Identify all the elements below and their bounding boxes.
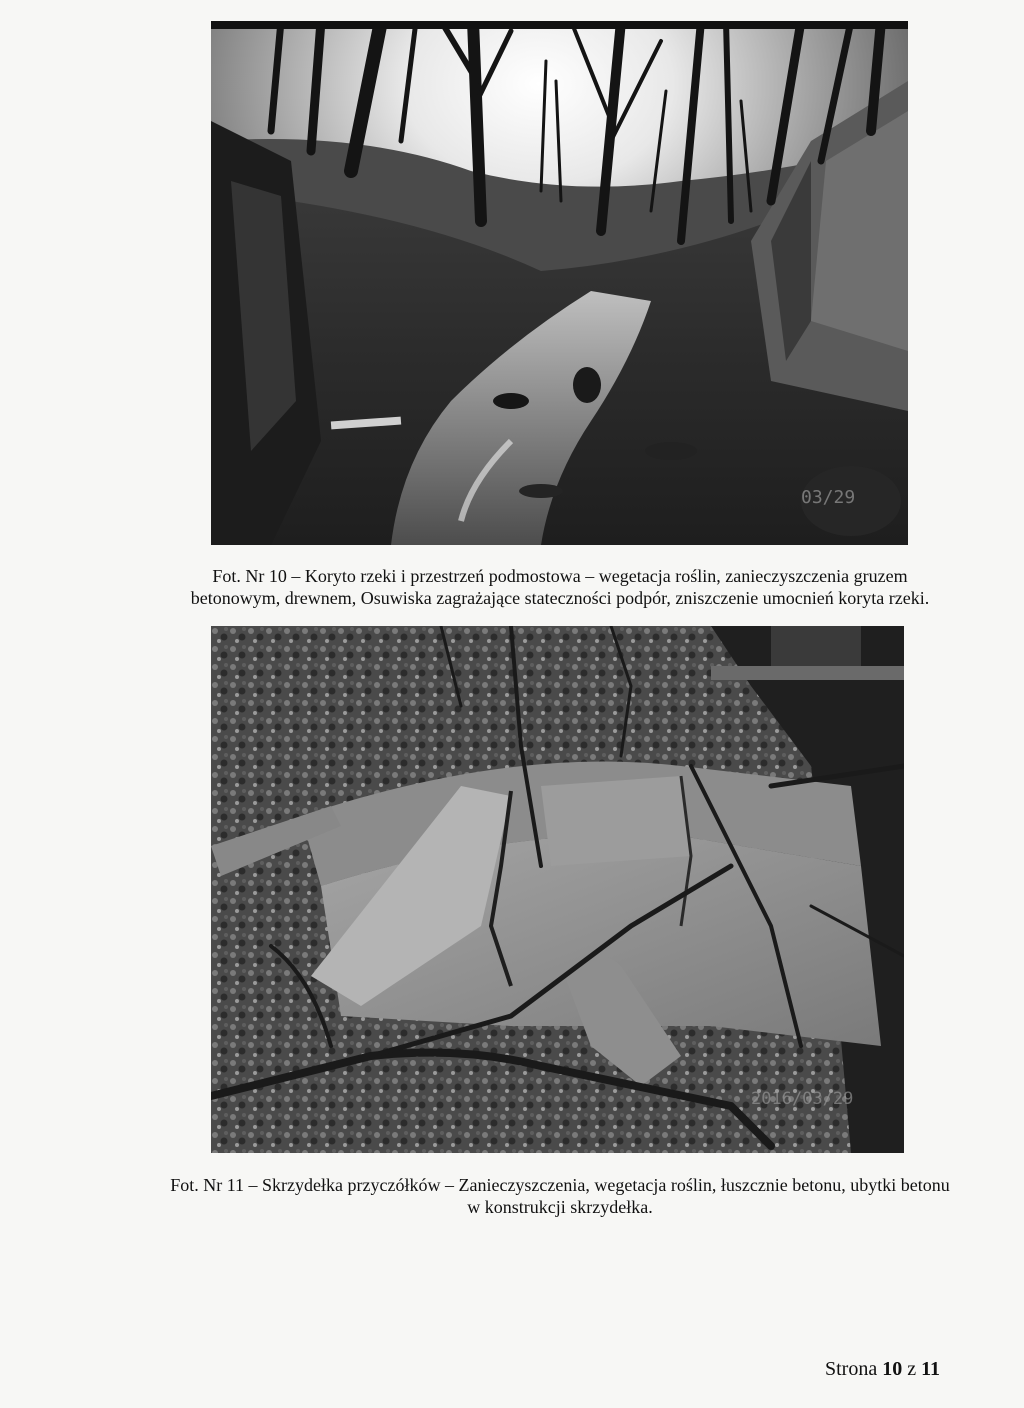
- photo-abutment-wing: [211, 626, 904, 1153]
- page-number-current: 10: [882, 1358, 903, 1380]
- caption-line: Fot. Nr 11 – Skrzydełka przyczółków – Zanieczyszczenia, wegetacja roślin, łuszcznie betonu, ubytki betonu: [170, 1175, 950, 1195]
- photo-caption: [150, 565, 970, 609]
- photo-abutment-wing-image: [211, 626, 904, 1153]
- photo-river-bed-image: [211, 21, 908, 545]
- page-number-prefix: Strona: [824, 1358, 878, 1380]
- photo-caption: [150, 1174, 970, 1218]
- photo-date-stamp: 03/29: [801, 487, 856, 508]
- photo-date-stamp: 2016/03/29: [751, 1089, 854, 1109]
- photo-river-bed: [211, 21, 908, 545]
- caption-line: betonowym, drewnem, Osuwiska zagrażające stateczności podpór, zniszczenie umocnień koryta rzeki.: [190, 588, 930, 608]
- caption-line: w konstrukcji skrzydełka.: [467, 1197, 653, 1217]
- caption-line: Fot. Nr 10 – Koryto rzeki i przestrzeń podmostowa – wegetacja roślin, zanieczyszczenia gruzem: [212, 566, 908, 586]
- page-number-total: 11: [921, 1358, 940, 1380]
- page-number: [780, 1358, 940, 1381]
- page-number-separator: z: [907, 1358, 917, 1380]
